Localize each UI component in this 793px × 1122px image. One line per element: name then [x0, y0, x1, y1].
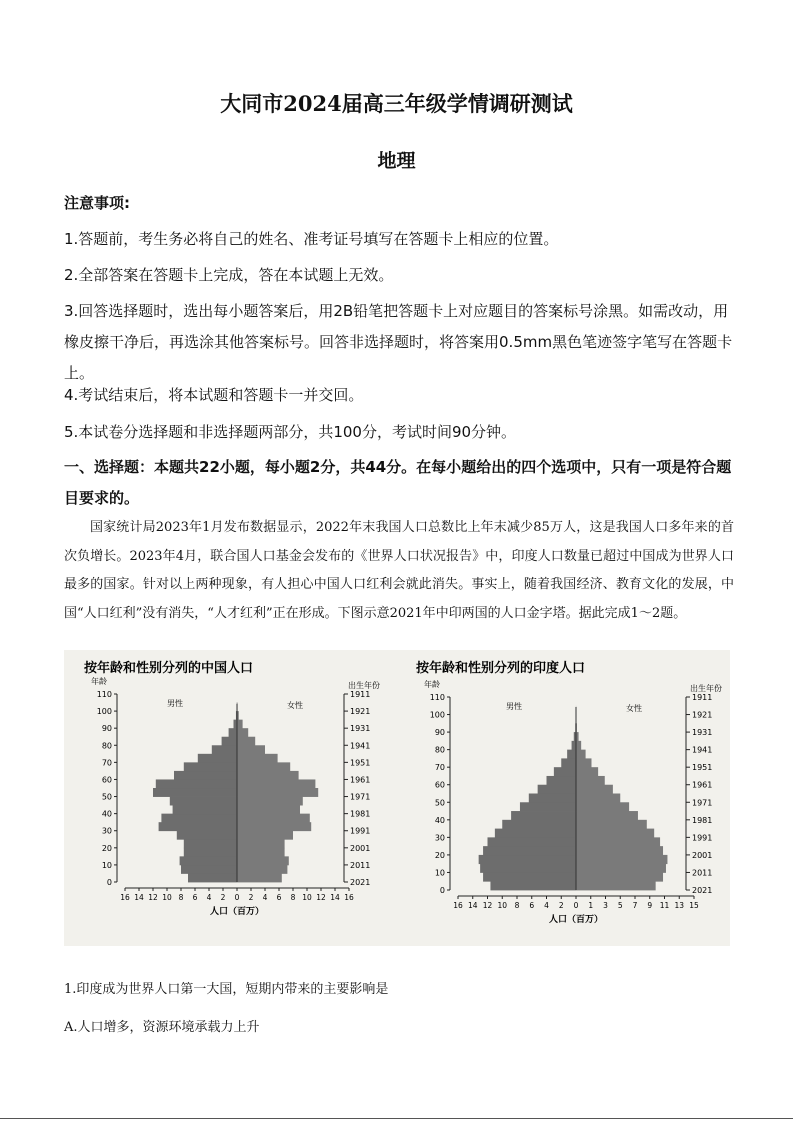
birth-year-tick-label: 1941: [350, 741, 371, 751]
age-tick-label: 30: [101, 826, 112, 836]
female-label: 女性: [626, 704, 642, 713]
female-bar: [237, 873, 282, 882]
x-tick-label: 2: [220, 893, 226, 902]
male-bar: [184, 848, 237, 857]
male-bar: [490, 881, 576, 890]
male-bar: [159, 822, 237, 831]
female-bar: [576, 820, 647, 829]
age-tick-label: 20: [434, 850, 445, 860]
male-bar: [495, 829, 576, 838]
female-bar: [576, 758, 591, 767]
birth-year-tick-label: 1951: [692, 763, 713, 773]
age-axis-label: 年龄: [91, 677, 107, 686]
notice-item-3: 3.回答选择题时，选出每小题答案后，用2B铅笔把答题卡上对应题目的答案标号涂黑。如需改动，用橡皮擦干净后，再选涂其他答案标号。回答非选择题时，将答案用0.5mm黑色笔迹签字笔写在答题卡上。: [64, 302, 733, 382]
age-tick-label: 90: [101, 724, 112, 734]
age-tick-label: 40: [101, 809, 112, 819]
question-1-stem: 1.印度成为世界人口第一大国，短期内带来的主要影响是: [64, 982, 389, 997]
x-tick-label: 16: [453, 901, 463, 910]
x-tick-label: 14: [467, 901, 478, 910]
age-tick-label: 0: [439, 886, 445, 895]
x-tick-label: 12: [316, 893, 326, 902]
female-bar: [237, 831, 293, 840]
birth-year-tick-label: 1991: [350, 826, 371, 836]
age-tick-label: 100: [429, 710, 445, 720]
birth-year-tick-label: 2021: [692, 886, 713, 895]
female-bar: [576, 846, 663, 855]
x-tick-label: 10: [162, 893, 172, 902]
x-tick-label: 3: [603, 901, 608, 910]
male-bar: [547, 776, 577, 785]
female-bar: [576, 881, 656, 890]
age-tick-label: 60: [434, 780, 445, 790]
male-bar: [520, 802, 576, 811]
male-bar: [180, 856, 237, 865]
age-tick-label: 110: [96, 690, 112, 699]
birth-year-tick-label: 1971: [692, 798, 713, 808]
x-tick-label: 16: [344, 893, 354, 902]
x-tick-label: 0: [573, 901, 579, 910]
male-label: 男性: [167, 699, 183, 708]
section-one-heading: 一、选择题：本题共22小题，每小题2分，共44分。在每小题给出的四个选项中，只有一项是符合题目要求的。: [64, 458, 732, 507]
x-tick-label: 11: [659, 901, 670, 910]
female-bar: [237, 771, 299, 780]
male-bar: [511, 811, 576, 820]
male-bar: [234, 720, 238, 729]
x-tick-label: 6: [192, 893, 198, 902]
female-bar: [237, 856, 289, 865]
x-tick-label: 4: [262, 893, 268, 902]
male-bar: [181, 865, 237, 874]
x-tick-label: 6: [276, 893, 282, 902]
birth-year-tick-label: 1981: [350, 809, 371, 819]
notice-item-4: 4.考试结束后，将本试题和答题卡一并交回。: [64, 386, 364, 404]
birth-year-tick-label: 1961: [350, 775, 371, 785]
male-label: 男性: [506, 702, 522, 711]
x-tick-label: 4: [544, 901, 549, 910]
x-tick-label: 2: [248, 893, 254, 902]
female-bar: [576, 872, 663, 881]
age-tick-label: 110: [429, 693, 445, 702]
female-bar: [237, 865, 287, 874]
male-bar: [212, 745, 237, 754]
notice-item-5: 5.本试卷分选择题和非选择题两部分，共100分，考试时间90分钟。: [64, 423, 517, 441]
female-bar: [237, 797, 303, 806]
x-tick-label: 6: [529, 901, 535, 910]
birth-year-tick-label: 1921: [350, 707, 371, 717]
chart-title: 按年龄和性别分列的印度人口: [416, 661, 586, 676]
female-bar: [237, 728, 248, 737]
chart-title: 按年龄和性别分列的中国人口: [84, 661, 254, 676]
male-bar: [177, 831, 237, 840]
age-tick-label: 50: [434, 798, 445, 808]
female-bar: [576, 776, 605, 785]
female-bar: [576, 750, 586, 759]
x-tick-label: 12: [148, 893, 158, 902]
x-tick-label: 10: [497, 901, 508, 910]
question-1-option-a: A.人口增多，资源环境承载力上升: [64, 1020, 260, 1035]
birth-year-tick-label: 1911: [692, 693, 713, 702]
x-tick-label: 4: [206, 893, 212, 902]
x-tick-label: 10: [302, 893, 312, 902]
male-bar: [174, 771, 237, 780]
birth-year-tick-label: 1931: [350, 724, 371, 734]
female-bar: [237, 839, 285, 848]
male-bar: [572, 741, 576, 750]
birth-year-tick-label: 1921: [692, 710, 713, 720]
birth-year-tick-label: 1961: [692, 780, 713, 790]
x-tick-label: 8: [290, 893, 296, 902]
male-bar: [502, 820, 576, 829]
age-tick-label: 60: [101, 775, 112, 785]
exam-title: 大同市2024届高三年级学情调研测试: [220, 91, 573, 116]
birth-year-tick-label: 2001: [350, 843, 371, 853]
female-bar: [237, 754, 278, 763]
age-axis-label: 年龄: [424, 680, 440, 689]
notice-item-2: 2.全部答案在答题卡上完成，答在本试题上无效。: [64, 266, 394, 284]
pyramid-charts: [64, 650, 730, 946]
age-tick-label: 80: [434, 745, 445, 755]
female-bar: [237, 737, 255, 746]
male-bar: [567, 750, 576, 759]
male-bar: [483, 872, 576, 881]
age-tick-label: 10: [434, 868, 445, 878]
age-tick-label: 50: [101, 792, 112, 802]
x-tick-label: 2: [558, 901, 564, 910]
male-bar: [479, 855, 576, 864]
x-tick-label: 8: [178, 893, 184, 902]
female-bar: [237, 788, 318, 797]
x-tick-label: 7: [632, 901, 638, 910]
age-tick-label: 40: [434, 815, 445, 825]
female-bar: [237, 848, 285, 857]
female-bar: [576, 741, 581, 750]
female-bar: [237, 814, 310, 823]
x-tick-label: 1: [588, 901, 594, 910]
male-bar: [188, 873, 237, 882]
birth-year-tick-label: 2021: [350, 878, 371, 887]
age-tick-label: 0: [106, 878, 112, 887]
x-tick-label: 5: [617, 901, 623, 910]
x-tick-label: 14: [134, 893, 144, 902]
age-tick-label: 90: [434, 728, 445, 738]
male-bar: [198, 754, 237, 763]
birth-year-tick-label: 1951: [350, 758, 371, 768]
pyramid-figure: [64, 650, 730, 946]
male-bar: [538, 785, 576, 794]
male-bar: [480, 864, 576, 873]
birth-year-tick-label: 1981: [692, 815, 713, 825]
reading-passage: 国家统计局2023年1月发布数据显示，2022年末我国人口总数比上年末减少85万人，这是我国人口多年来的首次负增长。2023年4月，联合国人口基金会发布的《世界人口状况报告》中，印度人口数量已超过中国成为世界人口最多的国家。针对以上两种现象，有人担心中国人口红利会就此消失。事实上，随着我国经济、教育文化的发展，中国“人口红利”没有消失，“人才红利”正在形成。下图示意2021年中印两国的人口金字塔。据此完成1～2题。: [64, 520, 734, 621]
x-tick-label: 13: [674, 901, 685, 910]
female-bar: [576, 829, 654, 838]
x-tick-label: 16: [120, 893, 130, 902]
female-bar: [237, 745, 265, 754]
male-bar: [156, 779, 237, 788]
birth-year-tick-label: 2001: [692, 850, 713, 860]
x-tick-label: 8: [514, 901, 520, 910]
age-tick-label: 80: [101, 741, 112, 751]
female-bar: [237, 779, 315, 788]
female-label: 女性: [287, 701, 303, 710]
female-bar: [237, 805, 300, 814]
birth-year-tick-label: 2011: [350, 860, 371, 870]
male-bar: [184, 762, 237, 771]
notice-item-1: 1.答题前，考生务必将自己的姓名、准考证号填写在答题卡上相应的位置。: [64, 230, 559, 248]
x-axis-label: 人口（百万）: [548, 915, 604, 925]
female-bar: [237, 762, 290, 771]
birth-year-tick-label: 1941: [692, 745, 713, 755]
male-bar: [184, 839, 237, 848]
female-bar: [237, 720, 243, 729]
birth-year-tick-label: 1931: [692, 728, 713, 738]
age-tick-label: 70: [101, 758, 112, 768]
female-bar: [576, 864, 666, 873]
birth-year-tick-label: 1971: [350, 792, 371, 802]
x-tick-label: 0: [234, 893, 240, 902]
subject-title: 地理: [377, 150, 416, 172]
x-tick-label: 14: [330, 893, 340, 902]
female-bar: [576, 794, 620, 803]
male-bar: [483, 846, 576, 855]
x-tick-label: 12: [482, 901, 493, 910]
male-bar: [173, 805, 237, 814]
birth-year-tick-label: 1911: [350, 690, 371, 699]
male-bar: [561, 758, 576, 767]
x-tick-label: 9: [647, 901, 653, 910]
notice-heading: 注意事项:: [64, 194, 130, 212]
male-bar: [161, 814, 237, 823]
birth-year-axis-label: 出生年份: [690, 684, 722, 693]
male-bar: [554, 767, 576, 776]
age-tick-label: 20: [101, 843, 112, 853]
female-bar: [576, 767, 598, 776]
age-tick-label: 70: [434, 763, 445, 773]
birth-year-tick-label: 2011: [692, 868, 713, 878]
female-bar: [576, 811, 638, 820]
age-tick-label: 100: [96, 707, 112, 717]
x-tick-label: 15: [689, 901, 699, 910]
x-axis-label: 人口（百万）: [209, 907, 265, 917]
male-bar: [529, 794, 576, 803]
male-bar: [229, 728, 237, 737]
female-bar: [576, 802, 629, 811]
age-tick-label: 30: [434, 833, 445, 843]
birth-year-axis-label: 出生年份: [348, 681, 380, 690]
birth-year-tick-label: 1991: [692, 833, 713, 843]
female-bar: [237, 822, 311, 831]
female-bar: [576, 837, 660, 846]
age-tick-label: 10: [101, 860, 112, 870]
female-bar: [576, 785, 613, 794]
page-bottom-rule: [0, 1118, 793, 1119]
male-bar: [153, 788, 237, 797]
male-bar: [222, 737, 237, 746]
male-bar: [170, 797, 237, 806]
female-bar: [576, 855, 667, 864]
male-bar: [488, 837, 577, 846]
